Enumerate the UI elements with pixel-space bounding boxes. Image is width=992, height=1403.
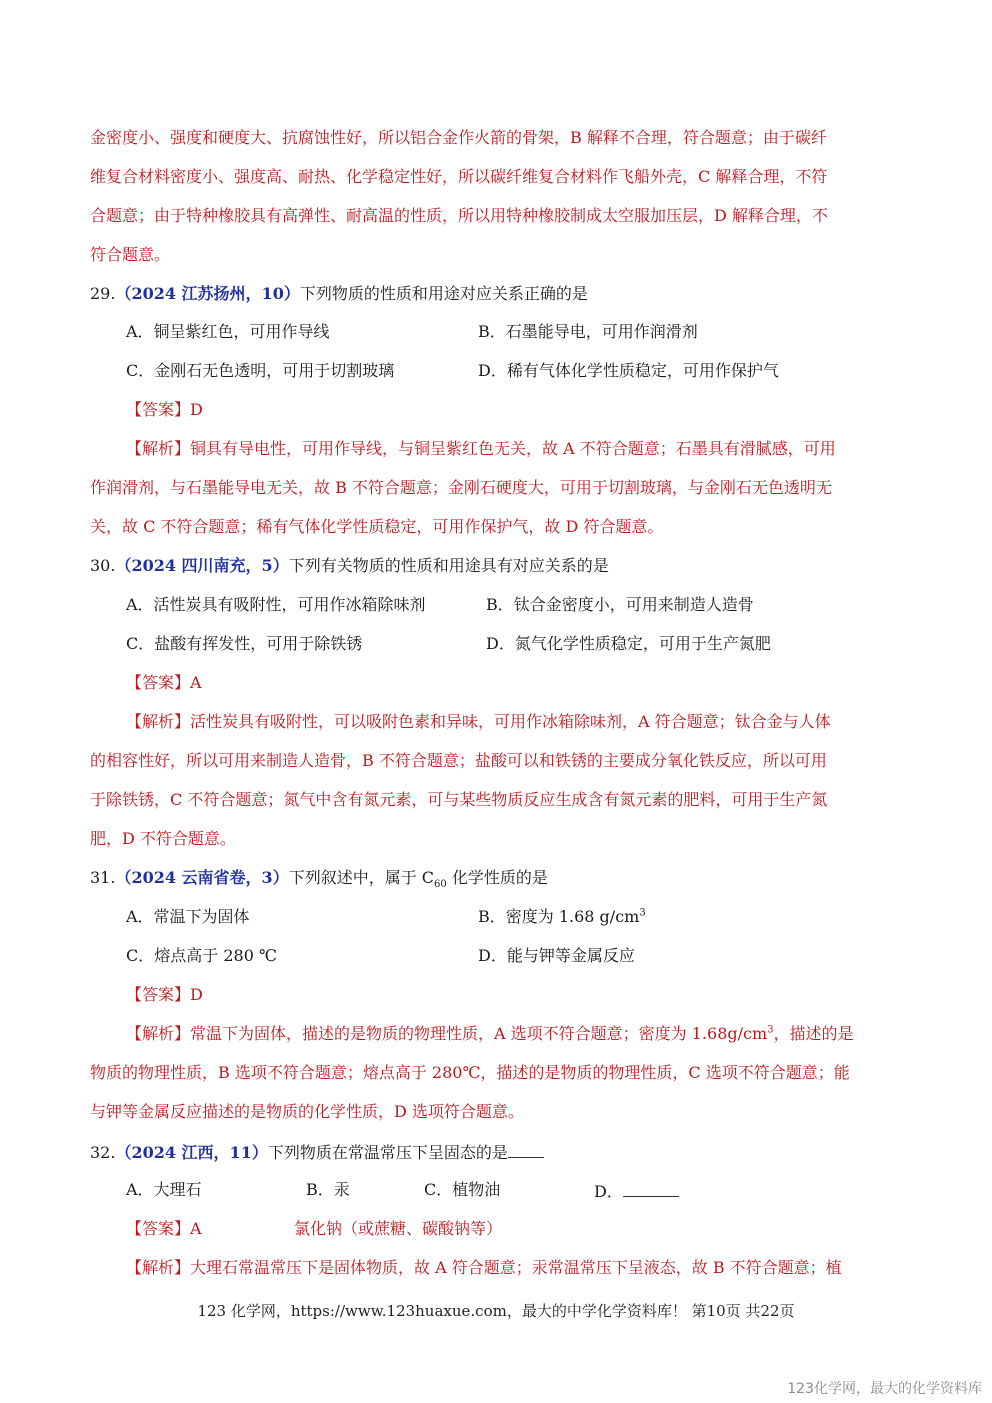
analysis-text-end: ，描述的是 <box>773 1024 854 1043</box>
intro-line-4: 符合题意。 <box>90 245 171 264</box>
subscript: 60 <box>434 879 447 891</box>
analysis-label: 【解析】 <box>126 439 191 458</box>
question-29-text: 下列物质的性质和用途对应关系正确的是 <box>299 284 588 303</box>
question-29-option-a: A．铜呈紫红色，可用作导线 <box>126 322 330 341</box>
analysis-text: 铜具有导电性，可用作导线，与铜呈紫红色无关，故 A 不符合题意；石墨具有滑腻感，可用 <box>190 439 836 458</box>
answer-label: 【答案】 <box>126 1219 191 1238</box>
question-32-answer <box>126 1219 202 1239</box>
answer-label: 【答案】 <box>126 673 191 692</box>
question-30-source: （2024 四川南充，5） <box>115 556 289 575</box>
question-29-option-c: C．金刚石无色透明，可用于切割玻璃 <box>126 361 395 380</box>
question-32-stem <box>90 1141 544 1161</box>
answer-value: D <box>190 400 203 419</box>
question-29-analysis-line-1 <box>126 439 836 459</box>
question-31-text: 下列叙述中，属于 C <box>288 868 435 887</box>
question-31-option-b <box>478 907 646 927</box>
intro-line-3: 合题意；由于特种橡胶具有高弹性、耐高温的性质，所以用特种橡胶制成太空服加压层，D 解释合理，不 <box>90 206 828 225</box>
question-31-option-c: C．熔点高于 280 ℃ <box>126 946 277 965</box>
option-text: D． <box>594 1182 623 1201</box>
question-30-analysis-line-4: 肥，D 不符合题意。 <box>90 829 236 848</box>
question-30-option-d: D．氮气化学性质稳定，可用于生产氮肥 <box>486 634 771 653</box>
analysis-label: 【解析】 <box>126 712 191 731</box>
question-32-option-a: A．大理石 <box>126 1180 202 1199</box>
question-32-analysis-line-1 <box>126 1258 842 1278</box>
question-30-option-a: A．活性炭具有吸附性，可用作冰箱除味剂 <box>126 595 426 614</box>
analysis-text: 常温下为固体，描述的是物质的物理性质，A 选项不符合题意；密度为 1.68g/cm <box>190 1024 768 1043</box>
question-30-text: 下列有关物质的性质和用途具有对应关系的是 <box>288 556 609 575</box>
question-29-stem <box>90 284 588 304</box>
analysis-text: 活性炭具有吸附性，可以吸附色素和异味，可用作冰箱除味剂，A 符合题意；钛合金与人体 <box>190 712 831 731</box>
question-31-text-end: 化学性质的是 <box>446 868 548 887</box>
question-31-analysis-line-2: 物质的物理性质，B 选项不符合题意；熔点高于 280℃，描述的是物质的物理性质，C 选项不符合题意；能 <box>90 1063 850 1082</box>
superscript: 3 <box>767 1024 774 1036</box>
question-31-number: 31. <box>90 868 116 887</box>
answer-label: 【答案】 <box>126 985 191 1004</box>
question-31-answer <box>126 985 203 1005</box>
question-32-option-d <box>594 1180 679 1202</box>
question-30-analysis-line-1 <box>126 712 831 732</box>
question-31-option-d: D．能与钾等金属反应 <box>478 946 635 965</box>
question-31-stem <box>90 868 548 891</box>
question-30-option-c: C．盐酸有挥发性，可用于除铁锈 <box>126 634 363 653</box>
answer-blank <box>508 1141 544 1158</box>
analysis-label: 【解析】 <box>126 1024 191 1043</box>
question-32-number: 32. <box>90 1143 116 1162</box>
question-32-text: 下列物质在常温常压下呈固态的是 <box>267 1143 508 1162</box>
question-31-analysis-line-1 <box>126 1024 854 1044</box>
option-text: B．密度为 1.68 g/cm <box>478 907 640 926</box>
question-29-analysis-line-3: 关，故 C 不符合题意；稀有气体化学性质稳定，可用作保护气，故 D 符合题意。 <box>90 517 664 536</box>
question-32-source: （2024 江西，11） <box>115 1143 268 1162</box>
question-30-answer <box>126 673 202 693</box>
question-30-analysis-line-3: 于除铁锈，C 不符合题意；氮气中含有氮元素，可与某些物质反应生成含有氮元素的肥料，可用于生产氮 <box>90 790 828 809</box>
answer-blank <box>623 1180 679 1197</box>
question-29-answer <box>126 400 203 420</box>
superscript: 3 <box>639 907 646 919</box>
question-32-answer-extra: 氯化钠（或蔗糖、碳酸钠等） <box>294 1219 503 1238</box>
question-29-analysis-line-2: 作润滑剂，与石墨能导电无关，故 B 不符合题意；金刚石硬度大，可用于切割玻璃，与金刚石无色透明无 <box>90 478 832 497</box>
page-footer: 123 化学网，https://www.123huaxue.com，最大的中学化学资料库！ 第10页 共22页 <box>197 1302 795 1320</box>
question-31-option-a: A．常温下为固体 <box>126 907 250 926</box>
question-29-source: （2024 江苏扬州，10） <box>115 284 300 303</box>
question-30-option-b: B．钛合金密度小，可用来制造人造骨 <box>486 595 754 614</box>
question-30-stem <box>90 556 609 576</box>
question-29-option-d: D．稀有气体化学性质稳定，可用作保护气 <box>478 361 779 380</box>
question-32-option-c: C．植物油 <box>424 1180 501 1199</box>
question-32-option-b: B．汞 <box>306 1180 350 1199</box>
intro-line-1: 金密度小、强度和硬度大、抗腐蚀性好，所以铝合金作火箭的骨架，B 解释不合理，符合题意；由于碳纤 <box>90 128 827 147</box>
question-29-option-b: B．石墨能导电，可用作润滑剂 <box>478 322 698 341</box>
analysis-label: 【解析】 <box>126 1258 191 1277</box>
question-30-number: 30. <box>90 556 116 575</box>
analysis-text: 大理石常温常压下是固体物质，故 A 符合题意；汞常温常压下呈液态，故 B 不符合题意；植 <box>190 1258 842 1277</box>
answer-value: A <box>190 673 202 692</box>
intro-line-2: 维复合材料密度小、强度高、耐热、化学稳定性好，所以碳纤维复合材料作飞船外壳，C 解释合理，不符 <box>90 167 828 186</box>
question-30-analysis-line-2: 的相容性好，所以可用来制造人造骨，B 不符合题意；盐酸可以和铁锈的主要成分氧化铁反应，所以可用 <box>90 751 827 770</box>
watermark: 123化学网，最大的化学资料库 <box>787 1381 982 1397</box>
answer-value: D <box>190 985 203 1004</box>
question-31-source: （2024 云南省卷，3） <box>115 868 289 887</box>
question-29-number: 29. <box>90 284 116 303</box>
question-31-analysis-line-3: 与钾等金属反应描述的是物质的化学性质，D 选项符合题意。 <box>90 1102 524 1121</box>
answer-value: A <box>190 1219 202 1238</box>
answer-label: 【答案】 <box>126 400 191 419</box>
